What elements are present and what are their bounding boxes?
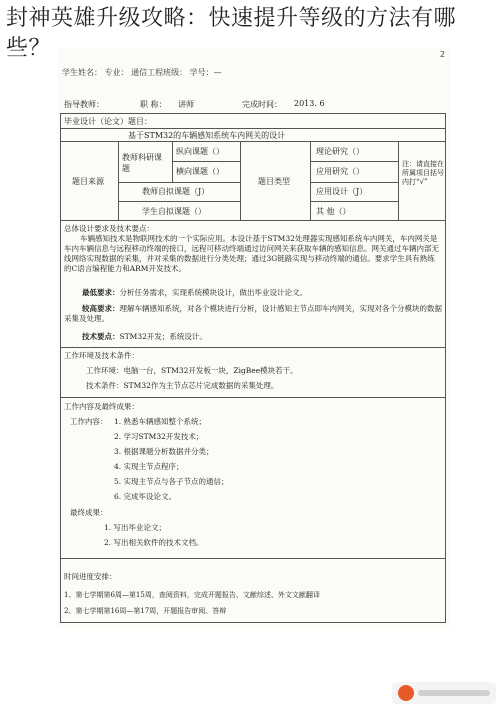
result-item: 1. 写出毕业论文； <box>104 523 167 532</box>
content-item: 3. 根据课题分析数据并分类； <box>114 447 214 456</box>
vertical-topic: 纵向课题（） <box>176 147 224 156</box>
content-item: 1. 熟悉车辆感知整个系统； <box>114 417 207 426</box>
title-label: 职 称： <box>140 100 167 109</box>
horizontal-topic: 横向课题（） <box>176 167 224 176</box>
content-item: 4. 实现主节点程序； <box>114 462 184 471</box>
content-item: 6. 完成毕设论文。 <box>114 492 177 501</box>
schedule-item: 2、第七学期第16周—第17周，开题报告审阅、答辩 <box>64 607 227 615</box>
finish-label: 完成时间： <box>242 100 282 109</box>
content-label: 工作内容： <box>70 417 108 426</box>
env-title: 工作环境及技术条件： <box>64 351 139 360</box>
thesis-title: 基于STM32的车辆感知系统车内网关的设计 <box>128 131 286 140</box>
title-value: 讲师 <box>178 100 194 109</box>
schedule-title: 时间进度安排： <box>64 572 117 581</box>
page-headline: 封神英雄升级攻略：快速提升等级的方法有哪些？ <box>6 6 457 61</box>
teacher-proposed: 教师自拟课题（J） <box>142 187 210 196</box>
student-proposed: 学生自拟课题（） <box>142 207 206 216</box>
source-label: 题目来源 <box>72 177 104 186</box>
site-watermark <box>392 682 496 704</box>
theory-research: 理论研究（） <box>316 147 364 156</box>
watermark-text-placeholder <box>418 690 490 696</box>
result-item: 2. 写出相关软件的技术文档。 <box>104 538 204 547</box>
type-label: 题目类型 <box>258 177 290 186</box>
teacher-research: 教师科研课 题 <box>122 153 162 173</box>
tech-points: 技术要点：STM32开发；系统设计。 <box>82 332 207 341</box>
content-title: 工作内容及最终成果： <box>64 402 139 411</box>
requirements-title: 总体设计要求及技术要点： <box>64 224 154 233</box>
env-line-2: 技术条件：STM32作为主节点芯片完成数据的采集处理。 <box>86 381 279 390</box>
watermark-logo-icon <box>398 685 414 701</box>
requirements-body: 车辆感知技术是物联网技术的一个实际应用。本设计基于STM32处理器实现感知系统车内网关，车内网关是车内车辆信息与远程移动终端的接口，远程可移动终端通过访问网关来获取车辆的感知信息。网关通过车辆内部无线网络实现数据的采集，并对采集的数据进行分类处理；通过3G链路实现与移动终端的通信。要求学生具有熟练的C语言编程能力和ARM开发技术。 <box>64 234 439 273</box>
content-item: 2. 学习STM32开发技术； <box>114 432 204 441</box>
table-note: 注：请直接在所属项目括号内打“√” <box>402 160 444 186</box>
env-line-1: 工作环境：电脑一台，STM32开发板一块，ZigBee模块若干。 <box>86 366 298 375</box>
applied-design: 应用设计（J） <box>316 187 368 196</box>
high-requirement: 较高要求：理解车辆感知系统，对各个模块进行分析，设计感知主节点即车内网关，实现对各个分模块的数据采集及处理。 <box>64 304 442 323</box>
schedule-item: 1、第七学期第6周—第15周，查阅资料，完成开题报告、文献综述、外文文献翻译 <box>64 591 320 599</box>
page-number: 2 <box>440 50 446 59</box>
applied-research: 应用研究（） <box>316 167 364 176</box>
min-requirement: 最低要求：分析任务需求，实现系统模块设计，做出毕业设计论文。 <box>82 288 307 297</box>
section-title: 毕业设计（论文）题目： <box>64 117 152 126</box>
content-item: 5. 实现主节点与各子节点的通信； <box>114 477 229 486</box>
advisor-label: 指导教师： <box>64 100 104 109</box>
student-info-line: 学生姓名： 专业： 通信工程班级： 学号：— <box>62 68 222 77</box>
other-type: 其 他（） <box>316 207 351 216</box>
finish-value: 2013. 6 <box>294 99 325 108</box>
result-label: 最终成果： <box>70 508 108 517</box>
advisor-row <box>62 97 442 113</box>
